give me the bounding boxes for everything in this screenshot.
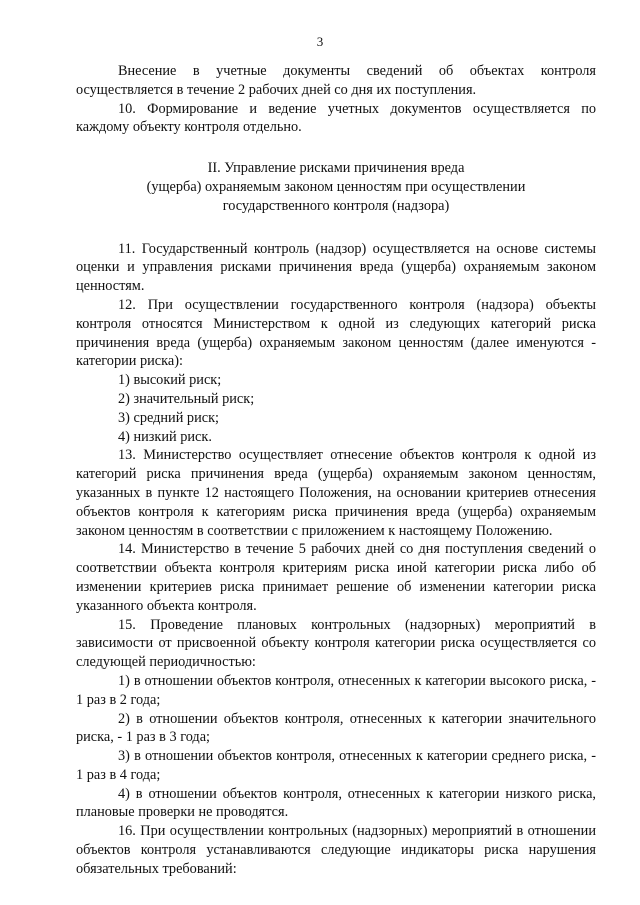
page-number: 3	[316, 34, 324, 49]
paragraph-10: 10. Формирование и ведение учетных документов осуществляется по каждому объекту контроля отдельно.	[76, 100, 596, 136]
periodicity-item: 1) в отношении объектов контроля, отнесенных к категории высокого риска, - 1 раз в 2 года;	[76, 672, 596, 708]
section-heading-line-2: (ущерба) охраняемым законом ценностям при осуществлении	[146, 178, 526, 195]
paragraph-12: 12. При осуществлении государственного контроля (надзора) объекты контроля относятся Министерством к одной из следующих категорий риска причинения вреда (ущерба) охраняемым законом ценностям (далее именуются - категории риска):	[76, 296, 596, 370]
periodicity-item: 2) в отношении объектов контроля, отнесенных к категории значительного риска, - 1 раз в 3 года;	[76, 710, 596, 746]
paragraph-16: 16. При осуществлении контрольных (надзорных) мероприятий в отношении объектов контроля устанавливаются следующие индикаторы риска нарушения обязательных требований:	[76, 823, 596, 877]
paragraph-11: 11. Государственный контроль (надзор) осуществляется на основе системы оценки и управления рисками причинения вреда (ущерба) охраняемым законом ценностям.	[76, 240, 596, 295]
section-heading	[76, 159, 596, 215]
paragraph-15: 15. Проведение плановых контрольных (надзорных) мероприятий в зависимости от присвоенной объекту контроля категории риска осуществляется со следующей периодичностью:	[76, 616, 596, 671]
risk-category-item: 2) значительный риск;	[118, 390, 255, 407]
paragraph-registration: Внесение в учетные документы сведений об объектах контроля осуществляется в течение 2 рабочих дней со дня их поступления.	[76, 63, 596, 98]
paragraph-13: 13. Министерство осуществляет отнесение объектов контроля к одной из категорий риска причинения вреда (ущерба) охраняемым законом ценностям, указанных в пункте 12 настоящего Положения, на основании критериев отнесения объектов контроля к категориям риска причинения вреда (ущерба) охраняемым законом ценностям в соответствии с приложением к настоящему Положению.	[76, 447, 596, 539]
section-heading-line-1: II. Управление рисками причинения вреда	[207, 160, 465, 177]
risk-category-item: 3) средний риск;	[118, 409, 219, 426]
periodicity-item: 3) в отношении объектов контроля, отнесенных к категории среднего риска, - 1 раз в 4 года;	[76, 748, 596, 783]
periodicity-item: 4) в отношении объектов контроля, отнесенных к категории низкого риска, плановые проверки не проводятся.	[76, 785, 596, 821]
document-body	[76, 62, 596, 879]
risk-category-item: 4) низкий риск.	[118, 428, 212, 445]
risk-category-item: 1) высокий риск;	[118, 372, 222, 389]
paragraph-14: 14. Министерство в течение 5 рабочих дней со дня поступления сведений о соответствии объекта контроля критериям риска иной категории риска либо об изменении критериев риска принимает решение об изменении категории риска указанного объекта контроля.	[76, 541, 596, 614]
section-heading-line-3: государственного контроля (надзора)	[222, 197, 450, 214]
